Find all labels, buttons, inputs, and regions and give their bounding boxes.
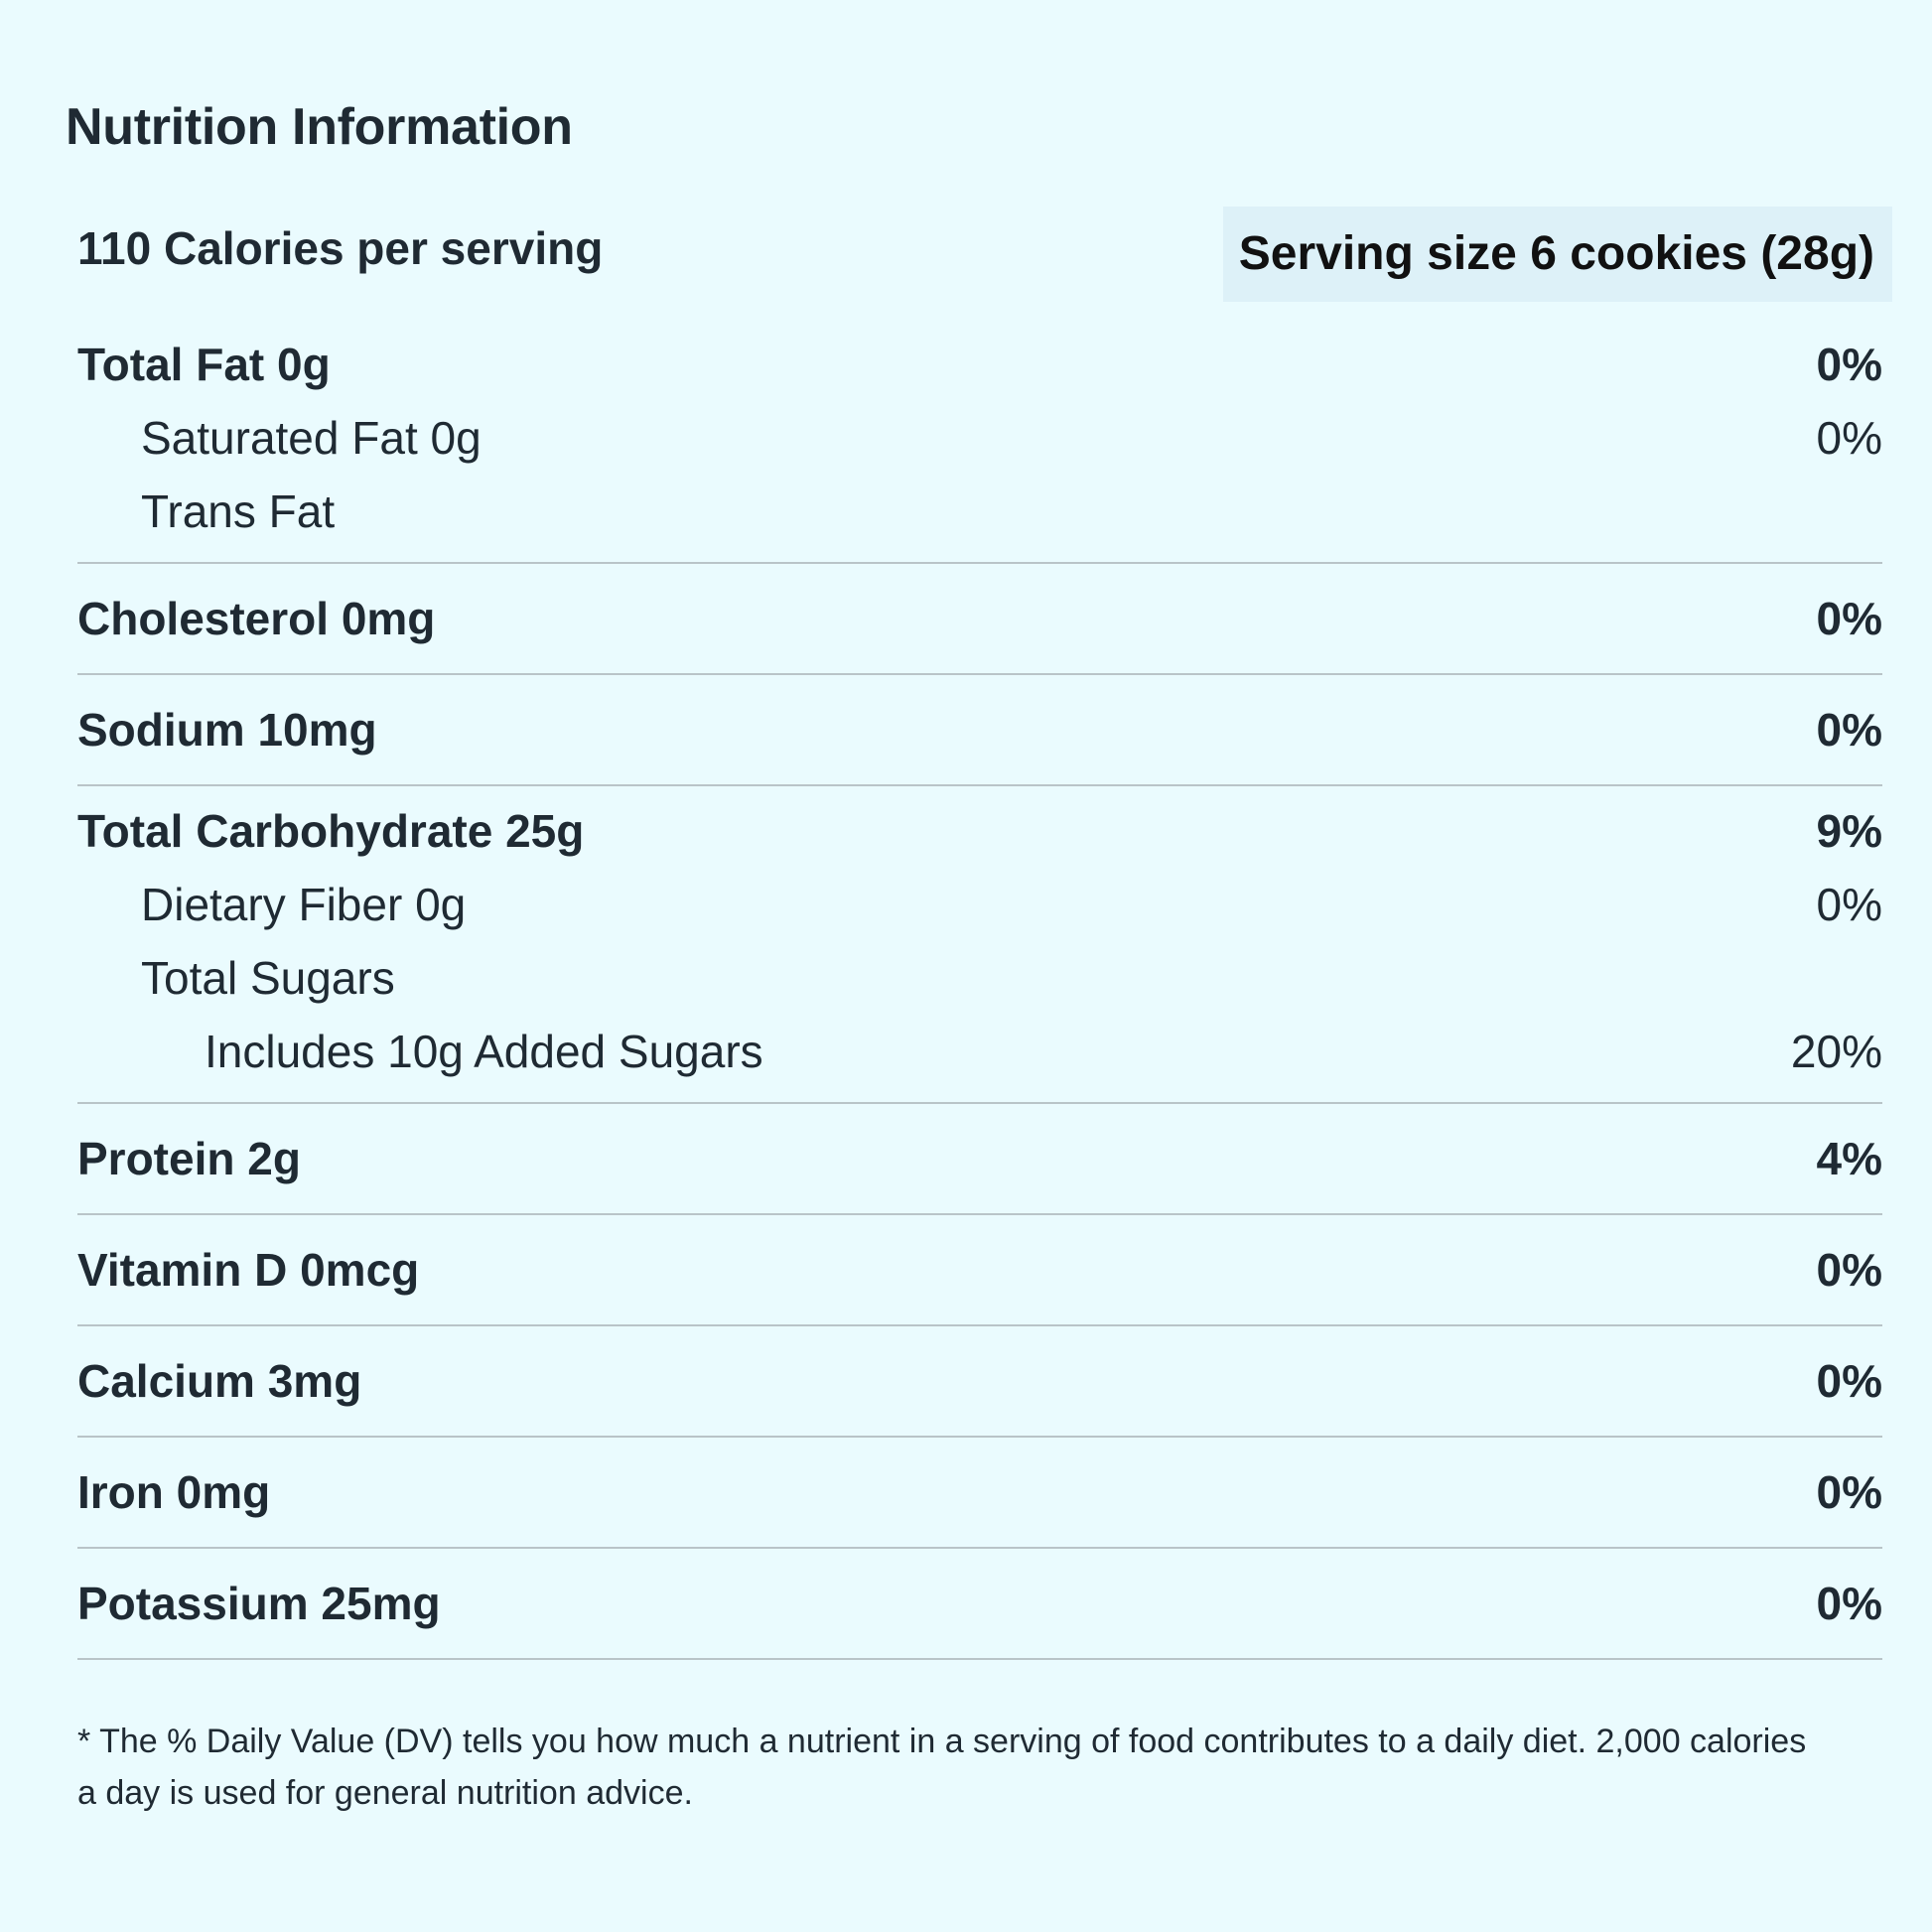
nutrient-name: Saturated Fat 0g [141,412,482,464]
nutrient-name: Potassium 25mg [77,1578,441,1629]
nutrient-row [77,868,1882,941]
daily-value-percent: 9% [1816,805,1882,857]
daily-value-footnote: * The % Daily Value (DV) tells you how much a nutrient in a serving of food contributes to a daily diet. 2,000 calories a day is used for general nutrition advice. [77,1723,1807,1812]
nutrient-row [77,1015,1882,1088]
nutrient-name: Includes 10g Added Sugars [205,1026,763,1077]
daily-value-percent: 0% [1816,704,1882,756]
daily-value-percent: 0% [1816,593,1882,644]
nutrient-group [77,1326,1882,1438]
nutrient-row [77,941,1882,1015]
serving-header [77,207,1892,304]
nutrient-name: Sodium 10mg [77,704,377,756]
daily-value-percent: 0% [1816,1578,1882,1629]
nutrient-group [77,1104,1882,1215]
nutrient-name: Protein 2g [77,1133,301,1184]
nutrient-name: Total Carbohydrate 25g [77,805,585,857]
nutrient-name: Trans Fat [141,485,336,537]
nutrient-row [77,582,1882,655]
nutrient-group [77,320,1882,564]
nutrient-group [77,1215,1882,1326]
daily-value-percent: 0% [1816,1466,1882,1518]
nutrient-name: Total Sugars [141,952,395,1004]
nutrient-group [77,1438,1882,1549]
nutrient-name: Cholesterol 0mg [77,593,436,644]
nutrient-row [77,1344,1882,1418]
nutrient-group [77,564,1882,675]
daily-value-percent: 20% [1790,1026,1882,1077]
nutrient-name: Vitamin D 0mcg [77,1244,420,1296]
nutrient-row [77,1233,1882,1307]
daily-value-percent: 0% [1816,412,1882,464]
daily-value-percent: 0% [1816,1244,1882,1296]
nutrient-name: Calcium 3mg [77,1355,362,1407]
daily-value-percent: 0% [1816,339,1882,390]
nutrient-row [77,1567,1882,1640]
calories-per-serving: 110 Calories per serving [77,222,604,274]
daily-value-percent: 0% [1816,1355,1882,1407]
nutrient-row [77,1455,1882,1529]
serving-size-badge: Serving size 6 cookies (28g) [1223,207,1892,302]
nutrient-group [77,1549,1882,1660]
daily-value-percent: 4% [1816,1133,1882,1184]
page-title: Nutrition Information [66,98,573,156]
nutrient-name: Dietary Fiber 0g [141,879,467,930]
nutrient-row [77,328,1882,401]
nutrient-row [77,401,1882,475]
nutrient-row [77,1122,1882,1195]
nutrient-name: Iron 0mg [77,1466,271,1518]
nutrient-group [77,786,1882,1104]
nutrient-row [77,475,1882,548]
daily-value-percent: 0% [1816,879,1882,930]
nutrient-row [77,794,1882,868]
nutrient-table [77,320,1882,1660]
nutrient-name: Total Fat 0g [77,339,331,390]
nutrient-row [77,693,1882,766]
nutrient-group [77,675,1882,786]
